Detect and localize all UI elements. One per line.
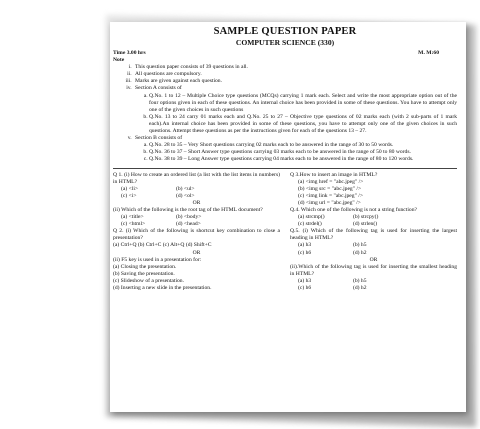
option: (a) strcmp()	[298, 214, 325, 221]
section-a-list	[135, 93, 457, 136]
meta-row	[113, 50, 457, 57]
q5-options	[290, 242, 457, 256]
option: (b) <img src = "abc.jpeg" />	[298, 185, 362, 192]
question-1-alt: (ii) Which of the following is the root tag of the HTML document?	[113, 206, 263, 213]
left-column	[113, 172, 280, 293]
q4-options	[290, 214, 457, 228]
option: (b) h5	[353, 277, 367, 284]
option: (d) <head>	[176, 221, 201, 228]
max-marks: M. M:60	[418, 50, 439, 56]
option: (d) <ol>	[176, 192, 195, 199]
option: (d) Inserting a new slide in the presentation.	[113, 285, 212, 291]
q2-options: (a) Ctrl+Q (b) Ctrl+C (c) Alt+Q (d) Shift+C	[113, 242, 212, 249]
or-label: OR	[192, 249, 201, 256]
time-label: Time 3.00 hrs	[113, 50, 146, 56]
question-4: Q.4. Which one of the following is not a string function?	[290, 206, 417, 213]
option: (c) <img link = "abc.jpeg" />	[298, 192, 363, 199]
note-item: i. This question paper consists of 39 questions in all.	[133, 64, 457, 71]
option: (b) <body>	[176, 214, 202, 221]
notes-list	[113, 64, 457, 163]
paper-subtitle: COMPUTER SCIENCE (330)	[235, 38, 335, 47]
section-a-item: b. Q.No. 13 to 24 carry 01 marks each and Q.No. 25 to 27 – Objective type questions of 02 marks each (with 2 sub-parts of 1 mark each).An internal choice has been provided in some of these questions, you have to attempt only one of the given choices in such questions. Attempt these questions as per the instructions given for each of the questions 13 – 27.	[149, 114, 457, 135]
option: (b) h5	[353, 242, 367, 249]
or-label: OR	[192, 199, 201, 206]
section-b-list	[135, 142, 457, 163]
section-a-item: a. Q.No. 1 to 12 – Multiple Choice type questions (MCQs) carrying 1 mark each. Select and write the most appropriate option out of the four options given in each of these questions. An internal choice has been provided in some of these questions. You have to attempt only one of the given choices in such questions	[149, 93, 457, 114]
option: (b) Saving the presentation.	[113, 270, 175, 277]
note-item: ii. All questions are compulsory.	[133, 71, 457, 78]
note-item	[133, 135, 457, 163]
right-column	[290, 172, 457, 293]
note-heading: Note	[113, 57, 125, 64]
note-item	[133, 85, 457, 135]
question-5-alt: (ii).Which of the following tag is used for inserting the smallest heading in HTML?	[290, 263, 457, 277]
q1-alt-options	[113, 214, 280, 228]
question-2: Q 2. (i) Which of the following is shortcut key combination to close a presentation?	[113, 228, 280, 242]
option: (a) h3	[298, 277, 312, 284]
question-5: Q.5. (i) Which of the following tag is used for inserting the largest heading in HTML?	[290, 228, 457, 242]
option: (c) <html>	[121, 221, 146, 228]
divider	[113, 168, 457, 169]
option: (c) <i>	[121, 192, 137, 199]
section-b-item: a. Q.No. 28 to 35 – Very Short questions carrying 02 marks each to be answered in the range of 30 to 50 words.	[149, 142, 457, 149]
section-b-intro: Section B consists of	[135, 135, 183, 142]
question-1: Q 1. (i) How to create an ordered list (a list with the list items in numbers) in HTML?	[113, 171, 280, 185]
q1-options	[113, 186, 280, 200]
q5-alt-options	[290, 278, 457, 292]
option: (c) Slideshow of a presentation.	[113, 277, 184, 284]
questions-columns	[113, 172, 457, 293]
option: (d) <img url = "abc.jpeg" />	[298, 199, 361, 206]
option: (a) <li>	[121, 185, 139, 192]
option: (b) <ul>	[176, 185, 195, 192]
option: (d) h2	[353, 249, 367, 256]
option: (d) h2	[353, 285, 367, 291]
paper-title: SAMPLE QUESTION PAPER	[213, 26, 357, 37]
option: (c) strdel()	[298, 221, 322, 228]
note-item: iii. Marks are given against each question.	[133, 78, 457, 85]
or-label: OR	[369, 256, 378, 263]
option: (c) h6	[298, 285, 312, 291]
option: (a) h3	[298, 242, 312, 249]
option: (a) Closing the presentation.	[113, 263, 177, 270]
option: (b) strcpy()	[353, 214, 379, 221]
section-b-item: c. Q.No. 38 to 39 – Long Answer type questions carrying 04 marks each to be answered in the range of 80 to 120 words.	[149, 156, 457, 163]
question-3: Q 3.How to insert an image in HTML?	[290, 171, 378, 178]
option: (c) h6	[298, 249, 312, 256]
question-2-alt: (ii) F5 key is used in a presentation for:	[113, 256, 202, 263]
section-b-item: b. Q.No. 36 to 37 – Short Answer type questions carrying 03 marks each to be answered in the range of 50 to 80 words.	[149, 149, 457, 156]
option: (a) <title>	[121, 214, 144, 221]
question-paper	[113, 26, 457, 292]
section-a-intro: Section A consists of	[135, 85, 182, 92]
option: (d) strlen()	[353, 221, 378, 228]
option: (a) <img href = "abc.jpeg" />	[298, 178, 364, 185]
